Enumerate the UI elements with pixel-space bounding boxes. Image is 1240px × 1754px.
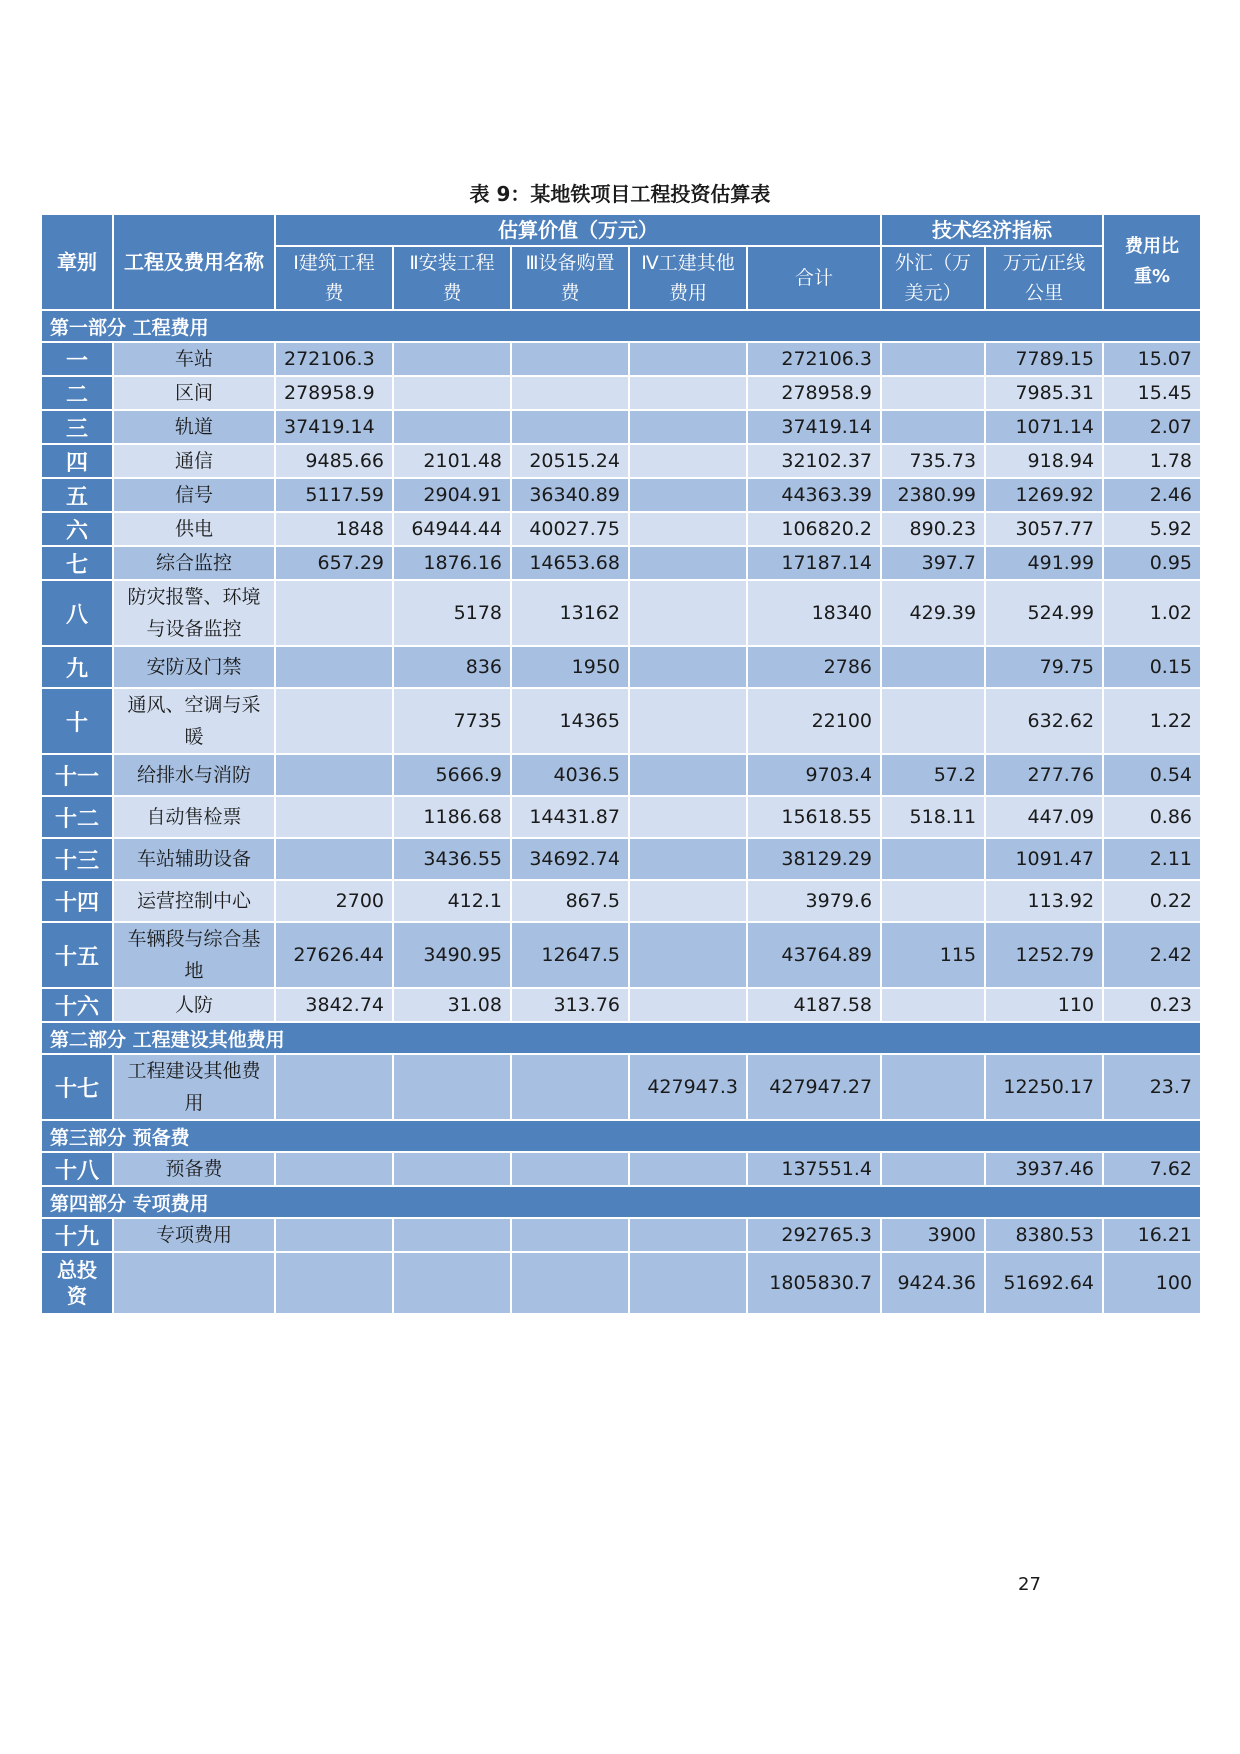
chapter-cell: 十一 [41, 754, 113, 796]
header-installation: Ⅱ安装工程费 [393, 246, 511, 310]
total-cell: 278958.9 [747, 376, 881, 410]
forex-cell: 429.39 [881, 580, 985, 646]
total-cell: 2786 [747, 646, 881, 688]
forex-cell [881, 376, 985, 410]
construction-cell: 37419.14 [275, 410, 393, 444]
installation-cell: 7735 [393, 688, 511, 754]
total-cell: 427947.27 [747, 1054, 881, 1120]
item-name-cell: 专项费用 [113, 1218, 275, 1252]
item-name-cell: 车站 [113, 342, 275, 376]
installation-cell: 3436.55 [393, 838, 511, 880]
other-cell [629, 376, 747, 410]
page-number: 27 [1018, 1574, 1041, 1595]
construction-cell [275, 646, 393, 688]
table-row [41, 988, 1201, 1022]
ratio-cell: 0.15 [1103, 646, 1201, 688]
section-header: 第一部分 工程费用 [41, 310, 1201, 342]
header-total: 合计 [747, 246, 881, 310]
ratio-cell: 1.78 [1103, 444, 1201, 478]
ratio-cell: 2.07 [1103, 410, 1201, 444]
forex-cell [881, 1152, 985, 1186]
ratio-cell: 0.54 [1103, 754, 1201, 796]
section-header: 第三部分 预备费 [41, 1120, 1201, 1152]
chapter-cell: 七 [41, 546, 113, 580]
chapter-cell: 十 [41, 688, 113, 754]
construction-cell: 1848 [275, 512, 393, 546]
ratio-cell: 0.86 [1103, 796, 1201, 838]
installation-cell [393, 1218, 511, 1252]
table-row [41, 1054, 1201, 1120]
table-row [41, 376, 1201, 410]
other-cell [629, 342, 747, 376]
total-cell: 1805830.7 [747, 1252, 881, 1314]
per-km-cell: 524.99 [985, 580, 1103, 646]
total-cell: 43764.89 [747, 922, 881, 988]
other-cell [629, 478, 747, 512]
section-header: 第二部分 工程建设其他费用 [41, 1022, 1201, 1054]
forex-cell [881, 838, 985, 880]
table-row [41, 580, 1201, 646]
chapter-cell: 四 [41, 444, 113, 478]
forex-cell: 735.73 [881, 444, 985, 478]
forex-cell: 57.2 [881, 754, 985, 796]
construction-cell: 3842.74 [275, 988, 393, 1022]
ratio-cell: 2.42 [1103, 922, 1201, 988]
installation-cell [393, 1252, 511, 1314]
table-row [41, 546, 1201, 580]
installation-cell: 5666.9 [393, 754, 511, 796]
equipment-cell: 14653.68 [511, 546, 629, 580]
chapter-cell: 三 [41, 410, 113, 444]
equipment-cell: 40027.75 [511, 512, 629, 546]
equipment-cell [511, 376, 629, 410]
per-km-cell: 447.09 [985, 796, 1103, 838]
table-row [41, 410, 1201, 444]
total-cell: 106820.2 [747, 512, 881, 546]
total-cell: 292765.3 [747, 1218, 881, 1252]
equipment-cell [511, 410, 629, 444]
per-km-cell: 918.94 [985, 444, 1103, 478]
per-km-cell: 7985.31 [985, 376, 1103, 410]
ratio-cell: 0.22 [1103, 880, 1201, 922]
other-cell [629, 1252, 747, 1314]
forex-cell: 890.23 [881, 512, 985, 546]
chapter-cell: 十四 [41, 880, 113, 922]
equipment-cell: 13162 [511, 580, 629, 646]
per-km-cell: 632.62 [985, 688, 1103, 754]
table-row [41, 478, 1201, 512]
header-forex: 外汇（万美元） [881, 246, 985, 310]
table-row [41, 512, 1201, 546]
installation-cell: 2101.48 [393, 444, 511, 478]
ratio-cell: 23.7 [1103, 1054, 1201, 1120]
installation-cell [393, 1054, 511, 1120]
chapter-cell: 十八 [41, 1152, 113, 1186]
equipment-cell: 1950 [511, 646, 629, 688]
header-ratio: 费用比重% [1103, 214, 1201, 310]
ratio-cell: 2.11 [1103, 838, 1201, 880]
header-equipment: Ⅲ设备购置费 [511, 246, 629, 310]
forex-cell [881, 880, 985, 922]
header-chapter: 章别 [41, 214, 113, 310]
header-other: Ⅳ工建其他费用 [629, 246, 747, 310]
table-row [41, 838, 1201, 880]
construction-cell: 272106.3 [275, 342, 393, 376]
item-name-cell: 工程建设其他费用 [113, 1054, 275, 1120]
equipment-cell [511, 1218, 629, 1252]
item-name-cell [113, 1252, 275, 1314]
installation-cell [393, 342, 511, 376]
construction-cell [275, 688, 393, 754]
per-km-cell: 1269.92 [985, 478, 1103, 512]
other-cell [629, 688, 747, 754]
other-cell [629, 512, 747, 546]
total-cell: 137551.4 [747, 1152, 881, 1186]
item-name-cell: 给排水与消防 [113, 754, 275, 796]
header-per-km: 万元/正线公里 [985, 246, 1103, 310]
item-name-cell: 安防及门禁 [113, 646, 275, 688]
item-name-cell: 预备费 [113, 1152, 275, 1186]
construction-cell [275, 580, 393, 646]
table-row [41, 342, 1201, 376]
other-cell [629, 754, 747, 796]
total-cell: 9703.4 [747, 754, 881, 796]
chapter-cell: 总投资 [41, 1252, 113, 1314]
per-km-cell: 110 [985, 988, 1103, 1022]
header-tech-group: 技术经济指标 [881, 214, 1103, 246]
per-km-cell: 3057.77 [985, 512, 1103, 546]
other-cell [629, 1152, 747, 1186]
ratio-cell: 0.23 [1103, 988, 1201, 1022]
per-km-cell: 1091.47 [985, 838, 1103, 880]
construction-cell [275, 838, 393, 880]
per-km-cell: 1252.79 [985, 922, 1103, 988]
investment-estimate-table [40, 213, 1202, 1315]
forex-cell: 3900 [881, 1218, 985, 1252]
total-cell: 272106.3 [747, 342, 881, 376]
ratio-cell: 1.02 [1103, 580, 1201, 646]
equipment-cell: 867.5 [511, 880, 629, 922]
construction-cell [275, 1054, 393, 1120]
per-km-cell: 491.99 [985, 546, 1103, 580]
total-cell: 15618.55 [747, 796, 881, 838]
other-cell [629, 880, 747, 922]
table-header [41, 214, 1201, 310]
chapter-cell: 八 [41, 580, 113, 646]
chapter-cell: 九 [41, 646, 113, 688]
item-name-cell: 人防 [113, 988, 275, 1022]
item-name-cell: 通信 [113, 444, 275, 478]
chapter-cell: 一 [41, 342, 113, 376]
forex-cell [881, 410, 985, 444]
table-row [41, 796, 1201, 838]
item-name-cell: 区间 [113, 376, 275, 410]
item-name-cell: 供电 [113, 512, 275, 546]
equipment-cell: 34692.74 [511, 838, 629, 880]
table-body [41, 310, 1201, 1314]
other-cell [629, 646, 747, 688]
other-cell [629, 796, 747, 838]
header-name: 工程及费用名称 [113, 214, 275, 310]
item-name-cell: 车辆段与综合基地 [113, 922, 275, 988]
ratio-cell: 1.22 [1103, 688, 1201, 754]
ratio-cell: 100 [1103, 1252, 1201, 1314]
installation-cell: 836 [393, 646, 511, 688]
equipment-cell [511, 1252, 629, 1314]
per-km-cell: 1071.14 [985, 410, 1103, 444]
installation-cell: 2904.91 [393, 478, 511, 512]
equipment-cell: 313.76 [511, 988, 629, 1022]
table-row [41, 444, 1201, 478]
equipment-cell [511, 1054, 629, 1120]
construction-cell: 27626.44 [275, 922, 393, 988]
other-cell [629, 580, 747, 646]
forex-cell: 9424.36 [881, 1252, 985, 1314]
chapter-cell: 十五 [41, 922, 113, 988]
total-cell: 22100 [747, 688, 881, 754]
construction-cell: 2700 [275, 880, 393, 922]
installation-cell [393, 376, 511, 410]
per-km-cell: 51692.64 [985, 1252, 1103, 1314]
per-km-cell: 12250.17 [985, 1054, 1103, 1120]
ratio-cell: 2.46 [1103, 478, 1201, 512]
forex-cell: 2380.99 [881, 478, 985, 512]
other-cell [629, 546, 747, 580]
construction-cell [275, 1252, 393, 1314]
item-name-cell: 运营控制中心 [113, 880, 275, 922]
installation-cell: 1876.16 [393, 546, 511, 580]
equipment-cell: 4036.5 [511, 754, 629, 796]
per-km-cell: 79.75 [985, 646, 1103, 688]
construction-cell [275, 796, 393, 838]
installation-cell: 1186.68 [393, 796, 511, 838]
ratio-cell: 15.07 [1103, 342, 1201, 376]
forex-cell [881, 646, 985, 688]
item-name-cell: 通风、空调与采暖 [113, 688, 275, 754]
item-name-cell: 信号 [113, 478, 275, 512]
ratio-cell: 15.45 [1103, 376, 1201, 410]
ratio-cell: 0.95 [1103, 546, 1201, 580]
chapter-cell: 五 [41, 478, 113, 512]
forex-cell [881, 688, 985, 754]
construction-cell: 5117.59 [275, 478, 393, 512]
total-cell: 18340 [747, 580, 881, 646]
per-km-cell: 3937.46 [985, 1152, 1103, 1186]
equipment-cell: 12647.5 [511, 922, 629, 988]
item-name-cell: 车站辅助设备 [113, 838, 275, 880]
header-construction: Ⅰ建筑工程费 [275, 246, 393, 310]
ratio-cell: 5.92 [1103, 512, 1201, 546]
total-cell: 17187.14 [747, 546, 881, 580]
table-row [41, 1152, 1201, 1186]
section-header: 第四部分 专项费用 [41, 1186, 1201, 1218]
construction-cell [275, 754, 393, 796]
other-cell [629, 410, 747, 444]
total-cell: 44363.39 [747, 478, 881, 512]
chapter-cell: 二 [41, 376, 113, 410]
total-cell: 3979.6 [747, 880, 881, 922]
other-cell [629, 838, 747, 880]
installation-cell [393, 410, 511, 444]
equipment-cell [511, 1152, 629, 1186]
equipment-cell: 14431.87 [511, 796, 629, 838]
equipment-cell: 20515.24 [511, 444, 629, 478]
total-cell: 38129.29 [747, 838, 881, 880]
total-row [41, 1252, 1201, 1314]
table-title: 表 9：某地铁项目工程投资估算表 [469, 182, 771, 206]
other-cell: 427947.3 [629, 1054, 747, 1120]
chapter-cell: 十九 [41, 1218, 113, 1252]
other-cell [629, 922, 747, 988]
total-cell: 4187.58 [747, 988, 881, 1022]
item-name-cell: 综合监控 [113, 546, 275, 580]
table-row [41, 646, 1201, 688]
per-km-cell: 277.76 [985, 754, 1103, 796]
table-row [41, 1218, 1201, 1252]
forex-cell: 397.7 [881, 546, 985, 580]
construction-cell [275, 1218, 393, 1252]
other-cell [629, 1218, 747, 1252]
per-km-cell: 7789.15 [985, 342, 1103, 376]
table-row [41, 754, 1201, 796]
total-cell: 32102.37 [747, 444, 881, 478]
construction-cell: 657.29 [275, 546, 393, 580]
construction-cell: 278958.9 [275, 376, 393, 410]
table-row [41, 922, 1201, 988]
item-name-cell: 自动售检票 [113, 796, 275, 838]
other-cell [629, 444, 747, 478]
chapter-cell: 六 [41, 512, 113, 546]
forex-cell [881, 1054, 985, 1120]
construction-cell [275, 1152, 393, 1186]
per-km-cell: 8380.53 [985, 1218, 1103, 1252]
ratio-cell: 16.21 [1103, 1218, 1201, 1252]
item-name-cell: 防灾报警、环境与设备监控 [113, 580, 275, 646]
ratio-cell: 7.62 [1103, 1152, 1201, 1186]
chapter-cell: 十二 [41, 796, 113, 838]
installation-cell: 3490.95 [393, 922, 511, 988]
installation-cell: 31.08 [393, 988, 511, 1022]
total-cell: 37419.14 [747, 410, 881, 444]
installation-cell: 64944.44 [393, 512, 511, 546]
installation-cell [393, 1152, 511, 1186]
equipment-cell: 36340.89 [511, 478, 629, 512]
installation-cell: 5178 [393, 580, 511, 646]
chapter-cell: 十三 [41, 838, 113, 880]
equipment-cell: 14365 [511, 688, 629, 754]
header-estimate-group: 估算价值（万元） [275, 214, 881, 246]
installation-cell: 412.1 [393, 880, 511, 922]
forex-cell: 115 [881, 922, 985, 988]
chapter-cell: 十七 [41, 1054, 113, 1120]
item-name-cell: 轨道 [113, 410, 275, 444]
chapter-cell: 十六 [41, 988, 113, 1022]
construction-cell: 9485.66 [275, 444, 393, 478]
forex-cell [881, 342, 985, 376]
forex-cell [881, 988, 985, 1022]
table-row [41, 688, 1201, 754]
forex-cell: 518.11 [881, 796, 985, 838]
equipment-cell [511, 342, 629, 376]
per-km-cell: 113.92 [985, 880, 1103, 922]
other-cell [629, 988, 747, 1022]
table-row [41, 880, 1201, 922]
